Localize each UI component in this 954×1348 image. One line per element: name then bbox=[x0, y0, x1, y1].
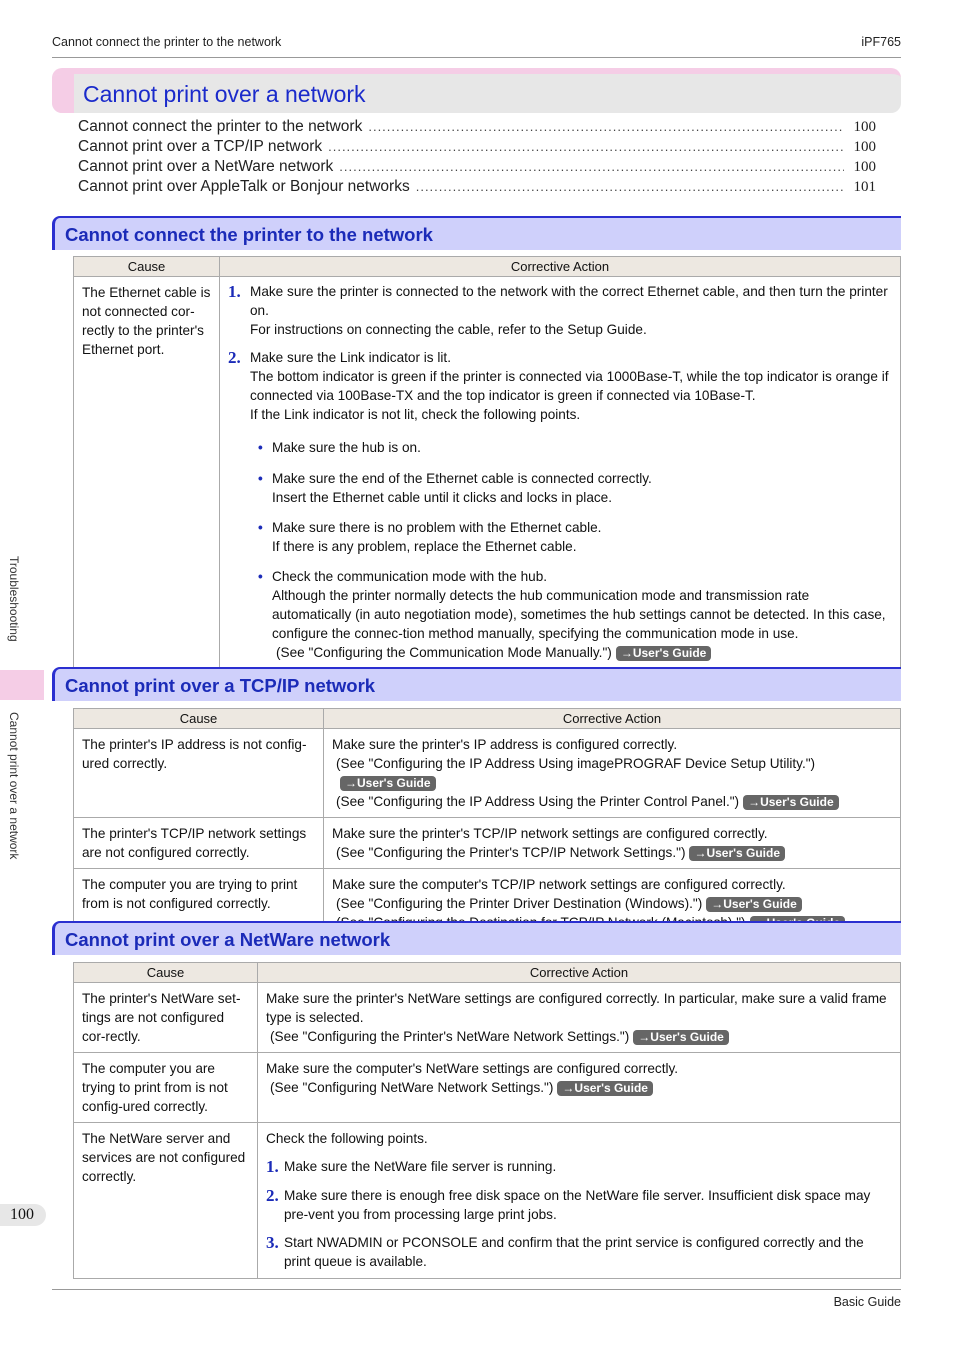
users-guide-link[interactable]: →User's Guide bbox=[689, 846, 785, 861]
reference-text: (See "Configuring the IP Address Using imagePROGRAF Device Setup Utility.") bbox=[336, 756, 816, 771]
step-text: For instructions on connecting the cable, refer to the Setup Guide. bbox=[250, 322, 647, 337]
cause-cell: The NetWare server and services are not configured correctly. bbox=[74, 1123, 258, 1279]
action-cell bbox=[258, 983, 901, 1053]
bullet-text: If there is any problem, replace the Ethernet cable. bbox=[272, 539, 577, 554]
reference-text: (See "Configuring the Printer's NetWare Network Settings.") bbox=[270, 1029, 630, 1044]
header-divider bbox=[52, 57, 901, 58]
tcpip-table bbox=[73, 708, 901, 939]
toc-leader bbox=[339, 159, 844, 174]
action-text: Check the following points. bbox=[266, 1131, 428, 1146]
section-title: Cannot print over a NetWare network bbox=[65, 929, 391, 950]
action-cell bbox=[324, 729, 901, 818]
column-header-action: Corrective Action bbox=[324, 709, 901, 729]
table-row bbox=[74, 983, 901, 1053]
header-breadcrumb: Cannot connect the printer to the network bbox=[52, 35, 282, 49]
side-label: Troubleshooting bbox=[7, 556, 21, 642]
bullet-icon: • bbox=[258, 520, 263, 535]
cause-cell: The printer's IP address is not config-ured correctly. bbox=[74, 729, 324, 818]
cause-cell: The Ethernet cable is not connected cor-rectly to the printer's Ethernet port. bbox=[74, 277, 220, 669]
step-text: Start NWADMIN or PCONSOLE and confirm that the print service is configured correctly and the print queue is available. bbox=[284, 1235, 864, 1269]
toc-text[interactable]: Cannot print over a NetWare network bbox=[78, 158, 334, 175]
toc-text[interactable]: Cannot print over a TCP/IP network bbox=[78, 138, 323, 155]
connect-table bbox=[73, 256, 901, 669]
step-text: Make sure the printer is connected to the network with the correct Ethernet cable, and then turn the printer on. bbox=[250, 284, 888, 318]
footer-text: Basic Guide bbox=[833, 1295, 901, 1309]
toc-item[interactable] bbox=[78, 178, 876, 198]
bullet-icon: • bbox=[258, 440, 263, 455]
section-title: Cannot connect the printer to the network bbox=[65, 224, 433, 245]
table-row bbox=[74, 277, 901, 669]
action-cell bbox=[258, 1053, 901, 1123]
toc-page[interactable]: 100 bbox=[853, 139, 876, 155]
step-text: Make sure the Link indicator is lit. bbox=[250, 350, 451, 365]
toc-leader bbox=[368, 119, 844, 134]
reference-text: (See "Configuring the Printer's TCP/IP Network Settings.") bbox=[336, 845, 686, 860]
action-cell bbox=[220, 277, 901, 669]
reference-text: (See "Configuring the Printer Driver Destination (Windows).") bbox=[336, 896, 703, 911]
cause-cell: The printer's NetWare set-tings are not configured cor-rectly. bbox=[74, 983, 258, 1053]
toc bbox=[78, 118, 876, 198]
bullet-text: Although the printer normally detects the hub communication mode and transmission rate automatically (in auto negotiation mode), sometimes the hub settings cannot be detected. In this case, configure the connec-tion method manually, specifying the communication mode in use. bbox=[272, 588, 886, 641]
users-guide-link[interactable]: →User's Guide bbox=[706, 897, 802, 912]
reference-text: (See "Configuring NetWare Network Settings.") bbox=[270, 1080, 554, 1095]
column-header-action: Corrective Action bbox=[258, 963, 901, 983]
step-text: The bottom indicator is green if the printer is connected via 1000Base-T, while the top indicator is orange if connected via 100Base-TX and the top indicator is green if connected via 10Base-T. bbox=[250, 369, 889, 403]
column-header-cause: Cause bbox=[74, 963, 258, 983]
step-number: 3. bbox=[266, 1233, 279, 1252]
column-header-cause: Cause bbox=[74, 257, 220, 277]
step-number: 2. bbox=[228, 348, 241, 367]
action-text: Make sure the computer's NetWare settings are configured correctly. bbox=[266, 1061, 679, 1076]
header-model: iPF765 bbox=[861, 35, 901, 49]
action-text: Make sure the printer's TCP/IP network settings are configured correctly. bbox=[332, 826, 768, 841]
bullet-text: Insert the Ethernet cable until it clicks and locks in place. bbox=[272, 490, 613, 505]
footer-divider bbox=[52, 1289, 901, 1290]
side-label: Cannot print over a network bbox=[7, 712, 21, 860]
bullet-text: Make sure there is no problem with the Ethernet cable. bbox=[272, 520, 602, 535]
step-number: 1. bbox=[266, 1157, 279, 1176]
section-heading-netware bbox=[52, 921, 901, 955]
side-tab-section bbox=[7, 712, 21, 892]
action-text: Make sure the printer's NetWare settings are configured correctly. In particular, make sure a valid frame type is selected. bbox=[266, 991, 887, 1025]
toc-text[interactable]: Cannot connect the printer to the network bbox=[78, 118, 363, 135]
table-row bbox=[74, 729, 901, 818]
users-guide-link[interactable]: →User's Guide bbox=[616, 646, 712, 661]
table-row bbox=[74, 818, 901, 869]
toc-item[interactable] bbox=[78, 158, 876, 178]
toc-page[interactable]: 100 bbox=[853, 159, 876, 175]
column-header-cause: Cause bbox=[74, 709, 324, 729]
users-guide-link[interactable]: →User's Guide bbox=[340, 776, 436, 791]
column-header-action: Corrective Action bbox=[220, 257, 901, 277]
action-text: Make sure the printer's IP address is configured correctly. bbox=[332, 737, 678, 752]
netware-table bbox=[73, 962, 901, 1279]
toc-item[interactable] bbox=[78, 118, 876, 138]
cause-cell: The computer you are trying to print from is not config-ured correctly. bbox=[74, 1053, 258, 1123]
table-row bbox=[74, 1123, 901, 1279]
step-number: 2. bbox=[266, 1186, 279, 1205]
toc-page[interactable]: 100 bbox=[853, 119, 876, 135]
action-cell bbox=[258, 1123, 901, 1279]
section-heading-tcpip bbox=[52, 667, 901, 701]
page-number: 100 bbox=[0, 1204, 46, 1226]
side-tab-chapter bbox=[7, 556, 21, 666]
step-text: Make sure there is enough free disk space on the NetWare file server. Insufficient disk space may pre-vent you from processing large print jobs. bbox=[284, 1188, 871, 1222]
users-guide-link[interactable]: →User's Guide bbox=[633, 1030, 729, 1045]
bullet-icon: • bbox=[258, 569, 263, 584]
section-heading-connect bbox=[52, 216, 901, 250]
bullet-icon: • bbox=[258, 471, 263, 486]
toc-page[interactable]: 101 bbox=[853, 179, 876, 195]
bullet-text: Make sure the end of the Ethernet cable is connected correctly. bbox=[272, 471, 652, 486]
reference-text: (See "Configuring the IP Address Using the Printer Control Panel.") bbox=[336, 794, 740, 809]
toc-item[interactable] bbox=[78, 138, 876, 158]
bullet-text: Check the communication mode with the hub. bbox=[272, 569, 548, 584]
page-title: Cannot print over a network bbox=[83, 81, 366, 107]
step-text: Make sure the NetWare file server is running. bbox=[284, 1159, 557, 1174]
cause-cell: The printer's TCP/IP network settings are not configured correctly. bbox=[74, 818, 324, 869]
bullet-text: Make sure the hub is on. bbox=[272, 440, 421, 455]
action-cell bbox=[324, 818, 901, 869]
step-text: If the Link indicator is not lit, check the following points. bbox=[250, 407, 581, 422]
toc-leader bbox=[328, 139, 844, 154]
section-title: Cannot print over a TCP/IP network bbox=[65, 675, 376, 696]
side-tab-marker bbox=[0, 670, 44, 700]
reference-text: (See "Configuring the Communication Mode Manually.") bbox=[276, 645, 612, 660]
users-guide-link[interactable]: →User's Guide bbox=[557, 1081, 653, 1096]
page-title-box bbox=[52, 68, 901, 113]
table-row bbox=[74, 1053, 901, 1123]
toc-text[interactable]: Cannot print over AppleTalk or Bonjour networks bbox=[78, 178, 410, 195]
action-text: Make sure the computer's TCP/IP network settings are configured correctly. bbox=[332, 877, 786, 892]
cause-cell: The computer you are trying to print from is not configured correctly. bbox=[74, 869, 324, 939]
step-number: 1. bbox=[228, 282, 241, 301]
toc-leader bbox=[416, 179, 844, 194]
users-guide-link[interactable]: →User's Guide bbox=[743, 795, 839, 810]
